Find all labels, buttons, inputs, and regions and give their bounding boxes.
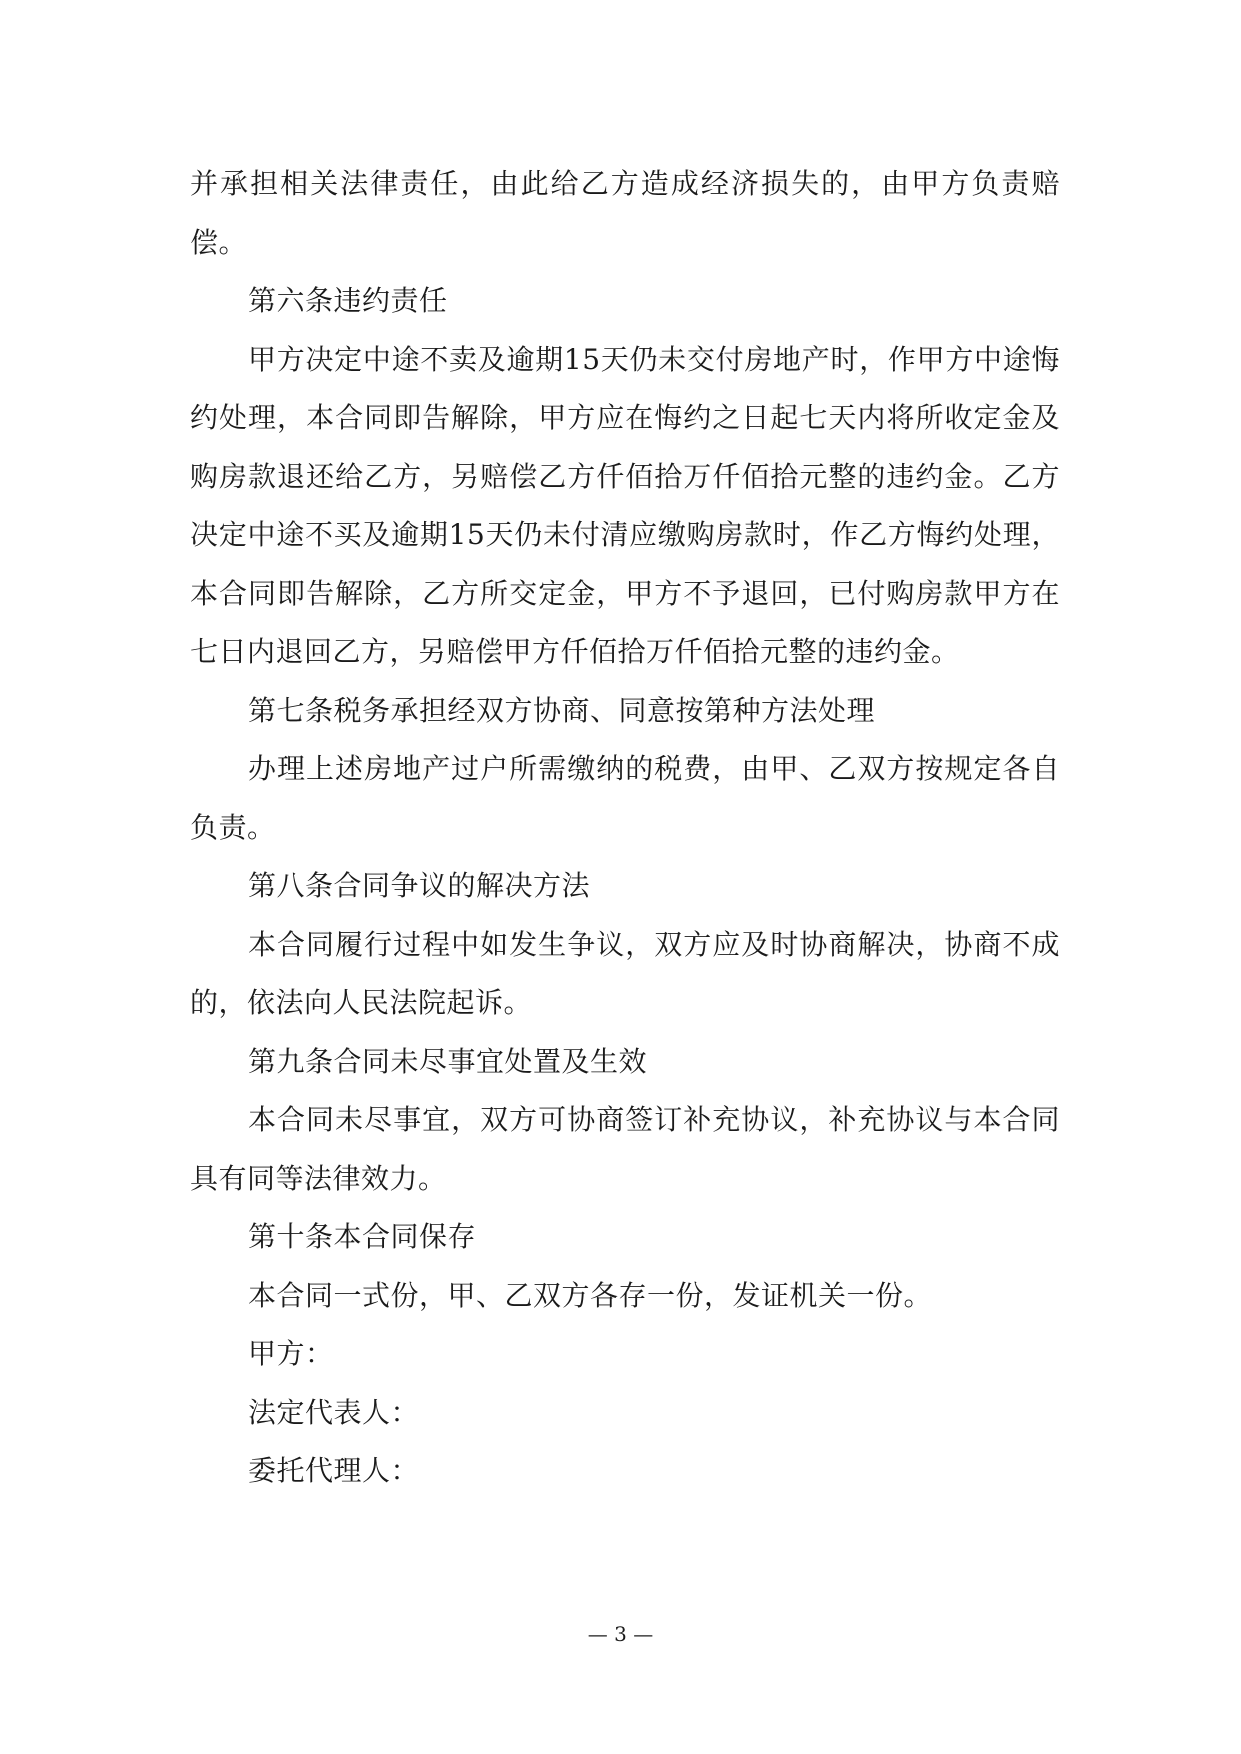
- page-number: — 3 —: [587, 1622, 654, 1646]
- article-10-body: 本合同一式份，甲、乙双方各存一份，发证机关一份。: [248, 1278, 933, 1312]
- article-8-body: 本合同履行过程中如发生争议，双方应及时协商解决，协商不成的，依法向人民法院起诉。: [190, 927, 1060, 1019]
- article-6-body: 甲方决定中途不卖及逾期15天仍未交付房地产时，作甲方中途悔约处理，本合同即告解除，甲方应在悔约之日起七天内将所收定金及购房款退还给乙方，另赔偿乙方仟佰拾万仟佰拾元整的违约金。乙方决定中途不买及逾期15天仍未付清应缴购房款时，作乙方悔约处理，本合同即告解除，乙方所交定金，甲方不予退回，已付购房款甲方在七日内退回乙方，另赔偿甲方仟佰拾万仟佰拾元整的违约金。: [190, 342, 1060, 668]
- article-6-heading: 第六条违约责任: [248, 284, 448, 317]
- party-a-signature-line: 甲方：: [248, 1337, 334, 1370]
- authorized-agent-line: 委托代理人：: [248, 1454, 420, 1487]
- article-7-heading: 第七条税务承担经双方协商、同意按第种方法处理: [248, 693, 876, 727]
- paragraph-continuation: 并承担相关法律责任，由此给乙方造成经济损失的，由甲方负责赔偿。: [190, 167, 1060, 259]
- document-body: [190, 155, 1060, 1501]
- legal-representative-line: 法定代表人：: [248, 1395, 420, 1429]
- article-10-heading: 第十条本合同保存: [248, 1220, 477, 1253]
- article-7-body: 办理上述房地产过户所需缴纳的税费，由甲、乙双方按规定各自负责。: [190, 752, 1060, 844]
- article-8-heading: 第八条合同争议的解决方法: [248, 869, 591, 902]
- article-9-heading: 第九条合同未尽事宜处置及生效: [248, 1044, 648, 1078]
- article-9-body: 本合同未尽事宜，双方可协商签订补充协议，补充协议与本合同具有同等法律效力。: [190, 1103, 1060, 1195]
